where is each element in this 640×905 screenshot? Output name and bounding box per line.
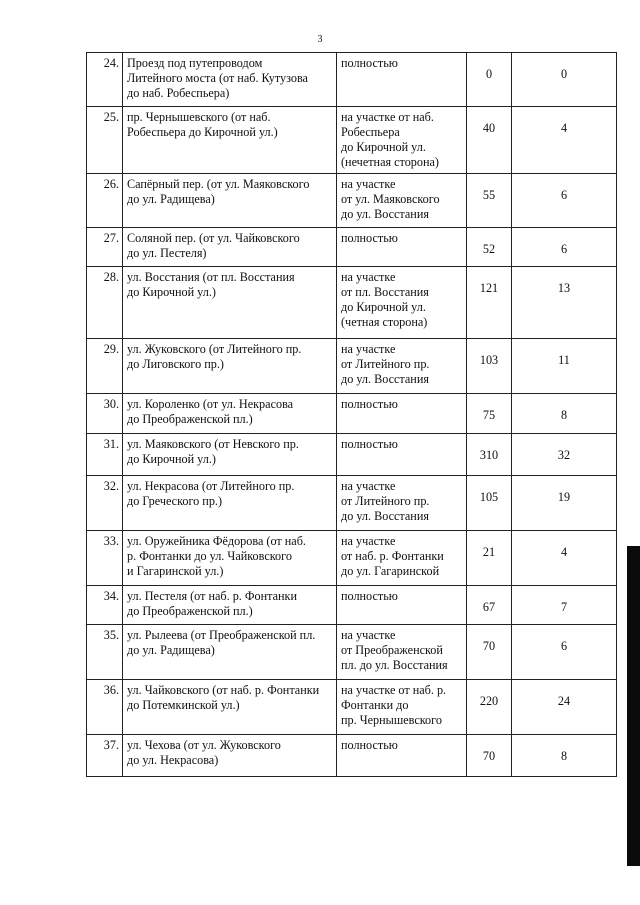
scan-edge-mark [627,546,640,866]
table-row [87,476,617,531]
length-cell: 103 [467,339,512,394]
table-row [87,434,617,476]
street-cell: ул. Оружейника Фёдорова (от наб. р. Фонтанки до ул. Чайковского и Гагаринской ул.) [123,531,337,586]
scope-cell: полностью [337,434,467,476]
street-cell: ул. Жуковского (от Литейного пр. до Лиговского пр.) [123,339,337,394]
row-number-cell: 29. [87,339,123,394]
row-number-cell: 26. [87,174,123,228]
table-row [87,586,617,625]
length-cell: 55 [467,174,512,228]
scope-cell: на участке от Преображенской пл. до ул. Восстания [337,625,467,680]
count-cell: 32 [512,434,617,476]
length-cell: 70 [467,735,512,777]
street-cell: ул. Некрасова (от Литейного пр. до Греческого пр.) [123,476,337,531]
street-cell: ул. Короленко (от ул. Некрасова до Преображенской пл.) [123,394,337,434]
count-cell: 0 [512,53,617,107]
count-cell: 8 [512,394,617,434]
length-cell: 67 [467,586,512,625]
row-number-cell: 25. [87,107,123,174]
scope-cell: полностью [337,53,467,107]
length-cell: 21 [467,531,512,586]
scope-cell: на участке от наб. р. Фонтанки до ул. Гагаринской [337,531,467,586]
street-cell: ул. Чехова (от ул. Жуковского до ул. Некрасова) [123,735,337,777]
street-cell: ул. Восстания (от пл. Восстания до Кирочной ул.) [123,267,337,339]
row-number-cell: 32. [87,476,123,531]
street-cell: ул. Пестеля (от наб. р. Фонтанки до Преображенской пл.) [123,586,337,625]
length-cell: 40 [467,107,512,174]
street-cell: Проезд под путепроводом Литейного моста (от наб. Кутузова до наб. Робеспьера) [123,53,337,107]
row-number-cell: 27. [87,228,123,267]
scope-cell: полностью [337,586,467,625]
count-cell: 8 [512,735,617,777]
count-cell: 11 [512,339,617,394]
table-row [87,339,617,394]
length-cell: 121 [467,267,512,339]
row-number-cell: 36. [87,680,123,735]
length-cell: 52 [467,228,512,267]
scope-cell: на участке от пл. Восстания до Кирочной ул. (четная сторона) [337,267,467,339]
table-row [87,625,617,680]
table-row [87,107,617,174]
length-cell: 70 [467,625,512,680]
row-number-cell: 28. [87,267,123,339]
street-cell: ул. Маяковского (от Невского пр. до Кирочной ул.) [123,434,337,476]
street-cell: пр. Чернышевского (от наб. Робеспьера до Кирочной ул.) [123,107,337,174]
street-cell: Соляной пер. (от ул. Чайковского до ул. Пестеля) [123,228,337,267]
table-row [87,228,617,267]
count-cell: 24 [512,680,617,735]
scope-cell: на участке от наб. р. Фонтанки до пр. Чернышевского [337,680,467,735]
length-cell: 220 [467,680,512,735]
row-number-cell: 33. [87,531,123,586]
row-number-cell: 31. [87,434,123,476]
length-cell: 75 [467,394,512,434]
scope-cell: полностью [337,394,467,434]
row-number-cell: 37. [87,735,123,777]
street-cell: ул. Чайковского (от наб. р. Фонтанки до Потемкинской ул.) [123,680,337,735]
count-cell: 4 [512,531,617,586]
scope-cell: на участке от Литейного пр. до ул. Восстания [337,339,467,394]
row-number-cell: 24. [87,53,123,107]
row-number-cell: 35. [87,625,123,680]
length-cell: 0 [467,53,512,107]
scope-cell: полностью [337,735,467,777]
count-cell: 7 [512,586,617,625]
length-cell: 105 [467,476,512,531]
table-row [87,267,617,339]
count-cell: 6 [512,174,617,228]
roads-table [86,52,617,777]
table-row [87,174,617,228]
count-cell: 13 [512,267,617,339]
count-cell: 4 [512,107,617,174]
table-row [87,53,617,107]
street-cell: ул. Рылеева (от Преображенской пл. до ул. Радищева) [123,625,337,680]
count-cell: 6 [512,625,617,680]
page-number: 3 [317,34,323,45]
table-row [87,680,617,735]
table-row [87,735,617,777]
scope-cell: полностью [337,228,467,267]
length-cell: 310 [467,434,512,476]
row-number-cell: 34. [87,586,123,625]
table-row [87,531,617,586]
count-cell: 19 [512,476,617,531]
count-cell: 6 [512,228,617,267]
scope-cell: на участке от наб. Робеспьера до Кирочной ул. (нечетная сторона) [337,107,467,174]
scope-cell: на участке от Литейного пр. до ул. Восстания [337,476,467,531]
row-number-cell: 30. [87,394,123,434]
street-cell: Сапёрный пер. (от ул. Маяковского до ул. Радищева) [123,174,337,228]
table-row [87,394,617,434]
roads-table-body [87,53,617,777]
scope-cell: на участке от ул. Маяковского до ул. Восстания [337,174,467,228]
